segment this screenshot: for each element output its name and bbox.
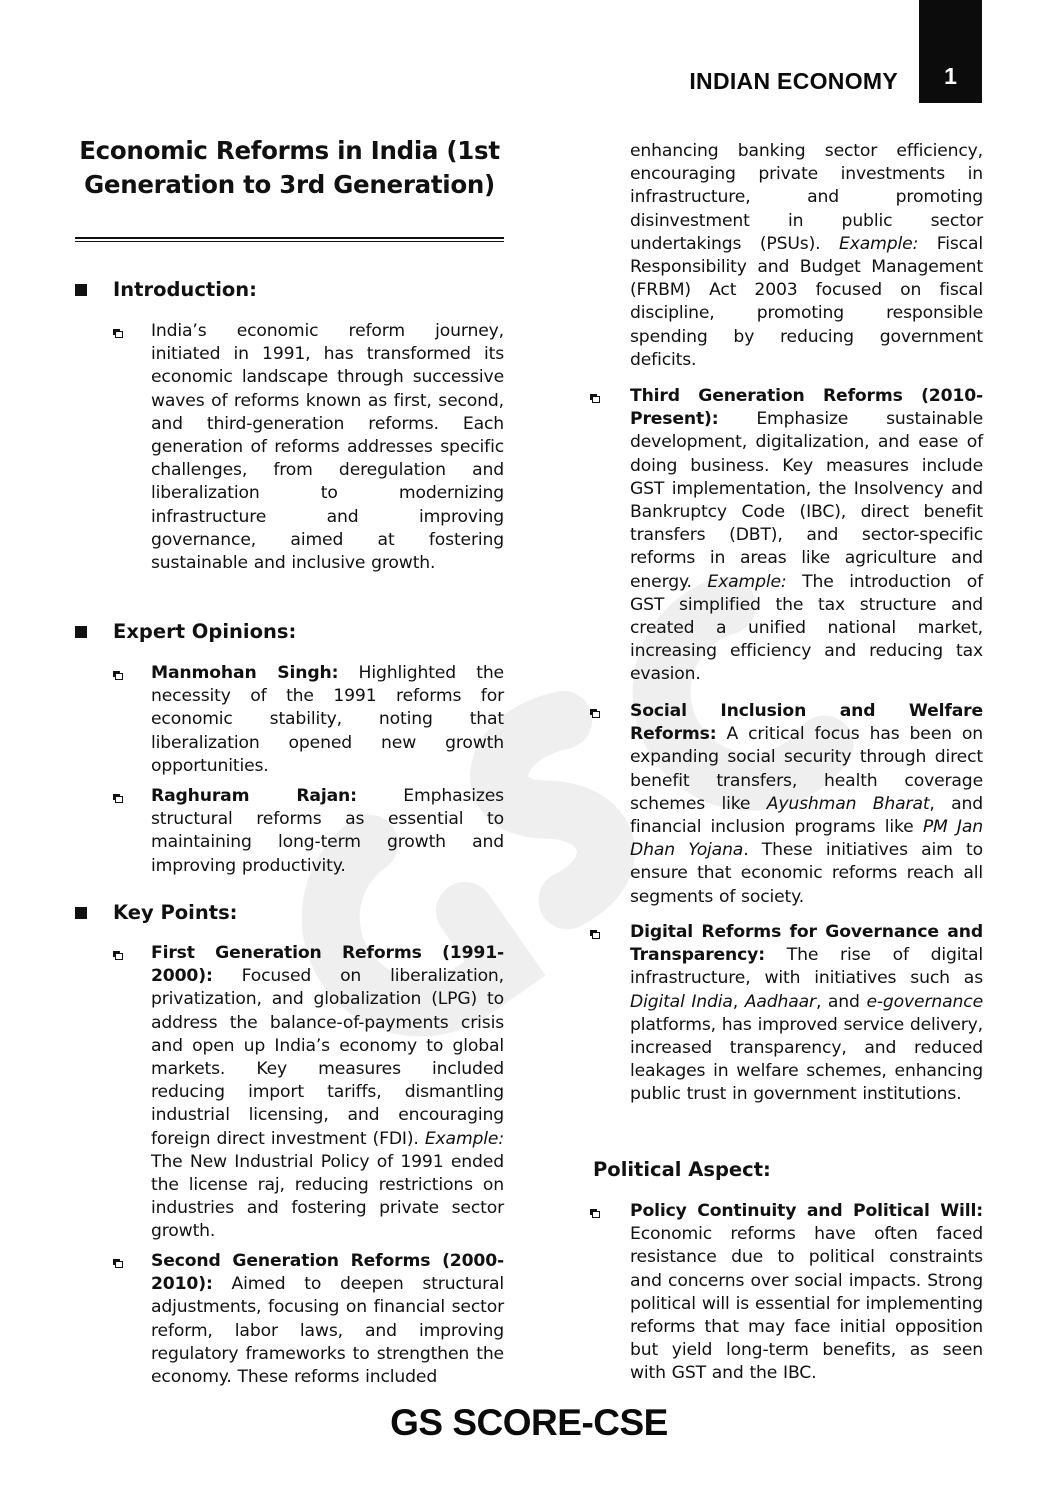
item-lead: Social Inclusion and Welfare Reforms: (630, 701, 983, 745)
bullet-icon (113, 1259, 122, 1267)
initiative-name: Digital India (630, 991, 733, 1012)
item-body: Focused on liberalization, privatization, and globalization (LPG) to address the balance-of-payments crisis and open up India’s economy to global markets. Key measures included reducing import tariffs, dismantling industrial licensing, and encouraging foreign direct investment (FDI). (151, 966, 504, 1149)
square-bullet-icon (75, 907, 87, 919)
item-body: Aimed to deepen structural adjustments, focusing on financial sector reform, labor laws, and improving regulatory frameworks to strengthen the economy. These reforms included (151, 1274, 504, 1388)
example-label: Example: (707, 571, 787, 592)
example-body: The New Industrial Policy of 1991 ended the license raj, reducing restrictions on industries and fostering private sector growth. (151, 1151, 504, 1242)
scheme-name: Ayushman Bharat (766, 793, 930, 814)
running-header-title: INDIAN ECONOMY (689, 68, 898, 94)
footer-brand: GS SCORE-CSE (390, 1402, 668, 1443)
item-lead: Manmohan Singh: (151, 663, 339, 683)
page-number: 1 (944, 63, 957, 89)
item-body: enhancing banking sector efficiency, encouraging private investments in infrastructure, and promoting disinvestment in public sector undertakings (PSUs). (630, 141, 983, 254)
bullet-icon (113, 794, 122, 802)
bullet-icon (590, 709, 599, 717)
bullet-icon (113, 671, 122, 679)
bullet-icon (590, 394, 599, 402)
page-number-tab (919, 0, 982, 103)
example-body: Fiscal Responsibility and Budget Management (FRBM) Act 2003 focused on fiscal discipline, promoting responsible spending by reducing government deficits. (630, 233, 983, 370)
square-bullet-icon (75, 284, 87, 296)
initiative-name: Aadhaar (744, 991, 816, 1012)
example-label: Example: (424, 1128, 504, 1149)
bullet-icon (590, 1209, 599, 1217)
square-bullet-icon (75, 626, 87, 638)
bullet-icon (590, 930, 599, 938)
item-body: Emphasize sustainable development, digitalization, and ease of doing business. Key measures include GST implementation, the Insolvency and Bankruptcy Code (IBC), direct benefit transfers (DBT), and sector-specific reforms in areas like agriculture and energy. (630, 409, 983, 592)
bullet-icon (113, 329, 122, 337)
item-lead: Second Generation Reforms (2000-2010): (151, 1251, 504, 1295)
example-label: Example: (839, 233, 919, 254)
item-body: Emphasizes structural reforms as essential to maintaining long-term growth and improving productivity. (151, 786, 504, 876)
item-lead: Digital Reforms for Governance and Transparency: (630, 922, 983, 966)
item-body: Economic reforms have often faced resistance due to political constraints and concerns over social impacts. Strong political will is essential for implementing reforms that may face initial opposition but yield long-term benefits, as seen with GST and the IBC. (630, 1224, 983, 1384)
item-lead: Policy Continuity and Political Will: (630, 1201, 983, 1221)
example-body: The introduction of GST simplified the tax structure and created a unified national market, increasing efficiency and reducing tax evasion. (630, 571, 983, 685)
item-lead: Third Generation Reforms (2010-Present): (630, 386, 983, 430)
item-body: Highlighted the necessity of the 1991 reforms for economic stability, noting that liberalization opened new growth opportunities. (151, 663, 504, 776)
title-divider (75, 237, 504, 242)
scheme-name: PM Jan Dhan Yojana (630, 817, 983, 861)
item-lead: Raghuram Rajan: (151, 786, 357, 806)
initiative-name: e-governance (866, 991, 983, 1012)
item-lead: First Generation Reforms (1991-2000): (151, 943, 504, 987)
item-body: India’s economic reform journey, initiated in 1991, has transformed its economic landscape through successive waves of reforms known as first, second, and third-generation reforms. Each generation of reforms addresses specific challenges, from deregulation and liberalization to modernizing infrastructure and improving governance, aimed at fostering sustainable and inclusive growth. (151, 321, 504, 574)
document-title: Economic Reforms in India (1st Generation to 3rd Generation) (79, 136, 500, 199)
bullet-icon (113, 951, 122, 959)
